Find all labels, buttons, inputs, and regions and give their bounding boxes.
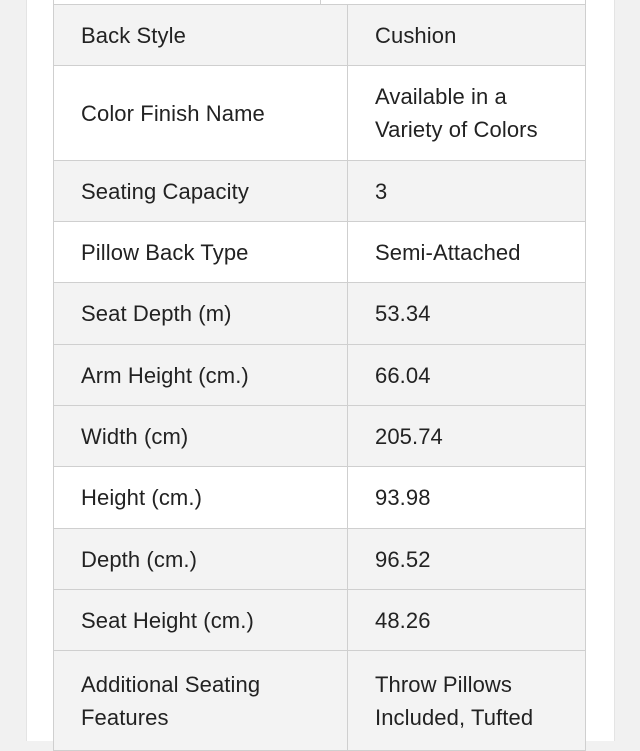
specifications-table xyxy=(53,4,586,751)
spec-label: Height (cm.) xyxy=(54,467,348,529)
spec-label: Seat Depth (m) xyxy=(54,283,348,345)
spec-value: 3 xyxy=(348,161,586,222)
spec-row-arm-height xyxy=(54,345,586,406)
spec-label: Color Finish Name xyxy=(54,66,348,161)
spec-label: Depth (cm.) xyxy=(54,529,348,590)
spec-row-height xyxy=(54,467,586,529)
spec-label: Seating Capacity xyxy=(54,161,348,222)
spec-label: Pillow Back Type xyxy=(54,222,348,283)
spec-value: 205.74 xyxy=(348,406,586,467)
spec-label: Additional Seating Features xyxy=(54,651,348,751)
spec-label: Arm Height (cm.) xyxy=(54,345,348,406)
spec-row-width xyxy=(54,406,586,467)
spec-label: Seat Height (cm.) xyxy=(54,590,348,651)
spec-value: 53.34 xyxy=(348,283,586,345)
spec-label: Back Style xyxy=(54,5,348,66)
spec-row-seat-depth xyxy=(54,283,586,345)
spec-label: Width (cm) xyxy=(54,406,348,467)
spec-value: 93.98 xyxy=(348,467,586,529)
spec-value: 48.26 xyxy=(348,590,586,651)
spec-row-color-finish-name xyxy=(54,66,586,161)
spec-row-additional-seating-features xyxy=(54,651,586,751)
spec-value: 66.04 xyxy=(348,345,586,406)
spec-value: Available in a Variety of Colors xyxy=(348,66,586,161)
spec-value: Throw Pillows Included, Tufted xyxy=(348,651,586,751)
spec-row-back-style xyxy=(54,5,586,66)
spec-row-seat-height xyxy=(54,590,586,651)
spec-value: Semi-Attached xyxy=(348,222,586,283)
spec-value: 96.52 xyxy=(348,529,586,590)
spec-row-seating-capacity xyxy=(54,161,586,222)
spec-row-pillow-back-type xyxy=(54,222,586,283)
spec-row-depth xyxy=(54,529,586,590)
spec-value: Cushion xyxy=(348,5,586,66)
